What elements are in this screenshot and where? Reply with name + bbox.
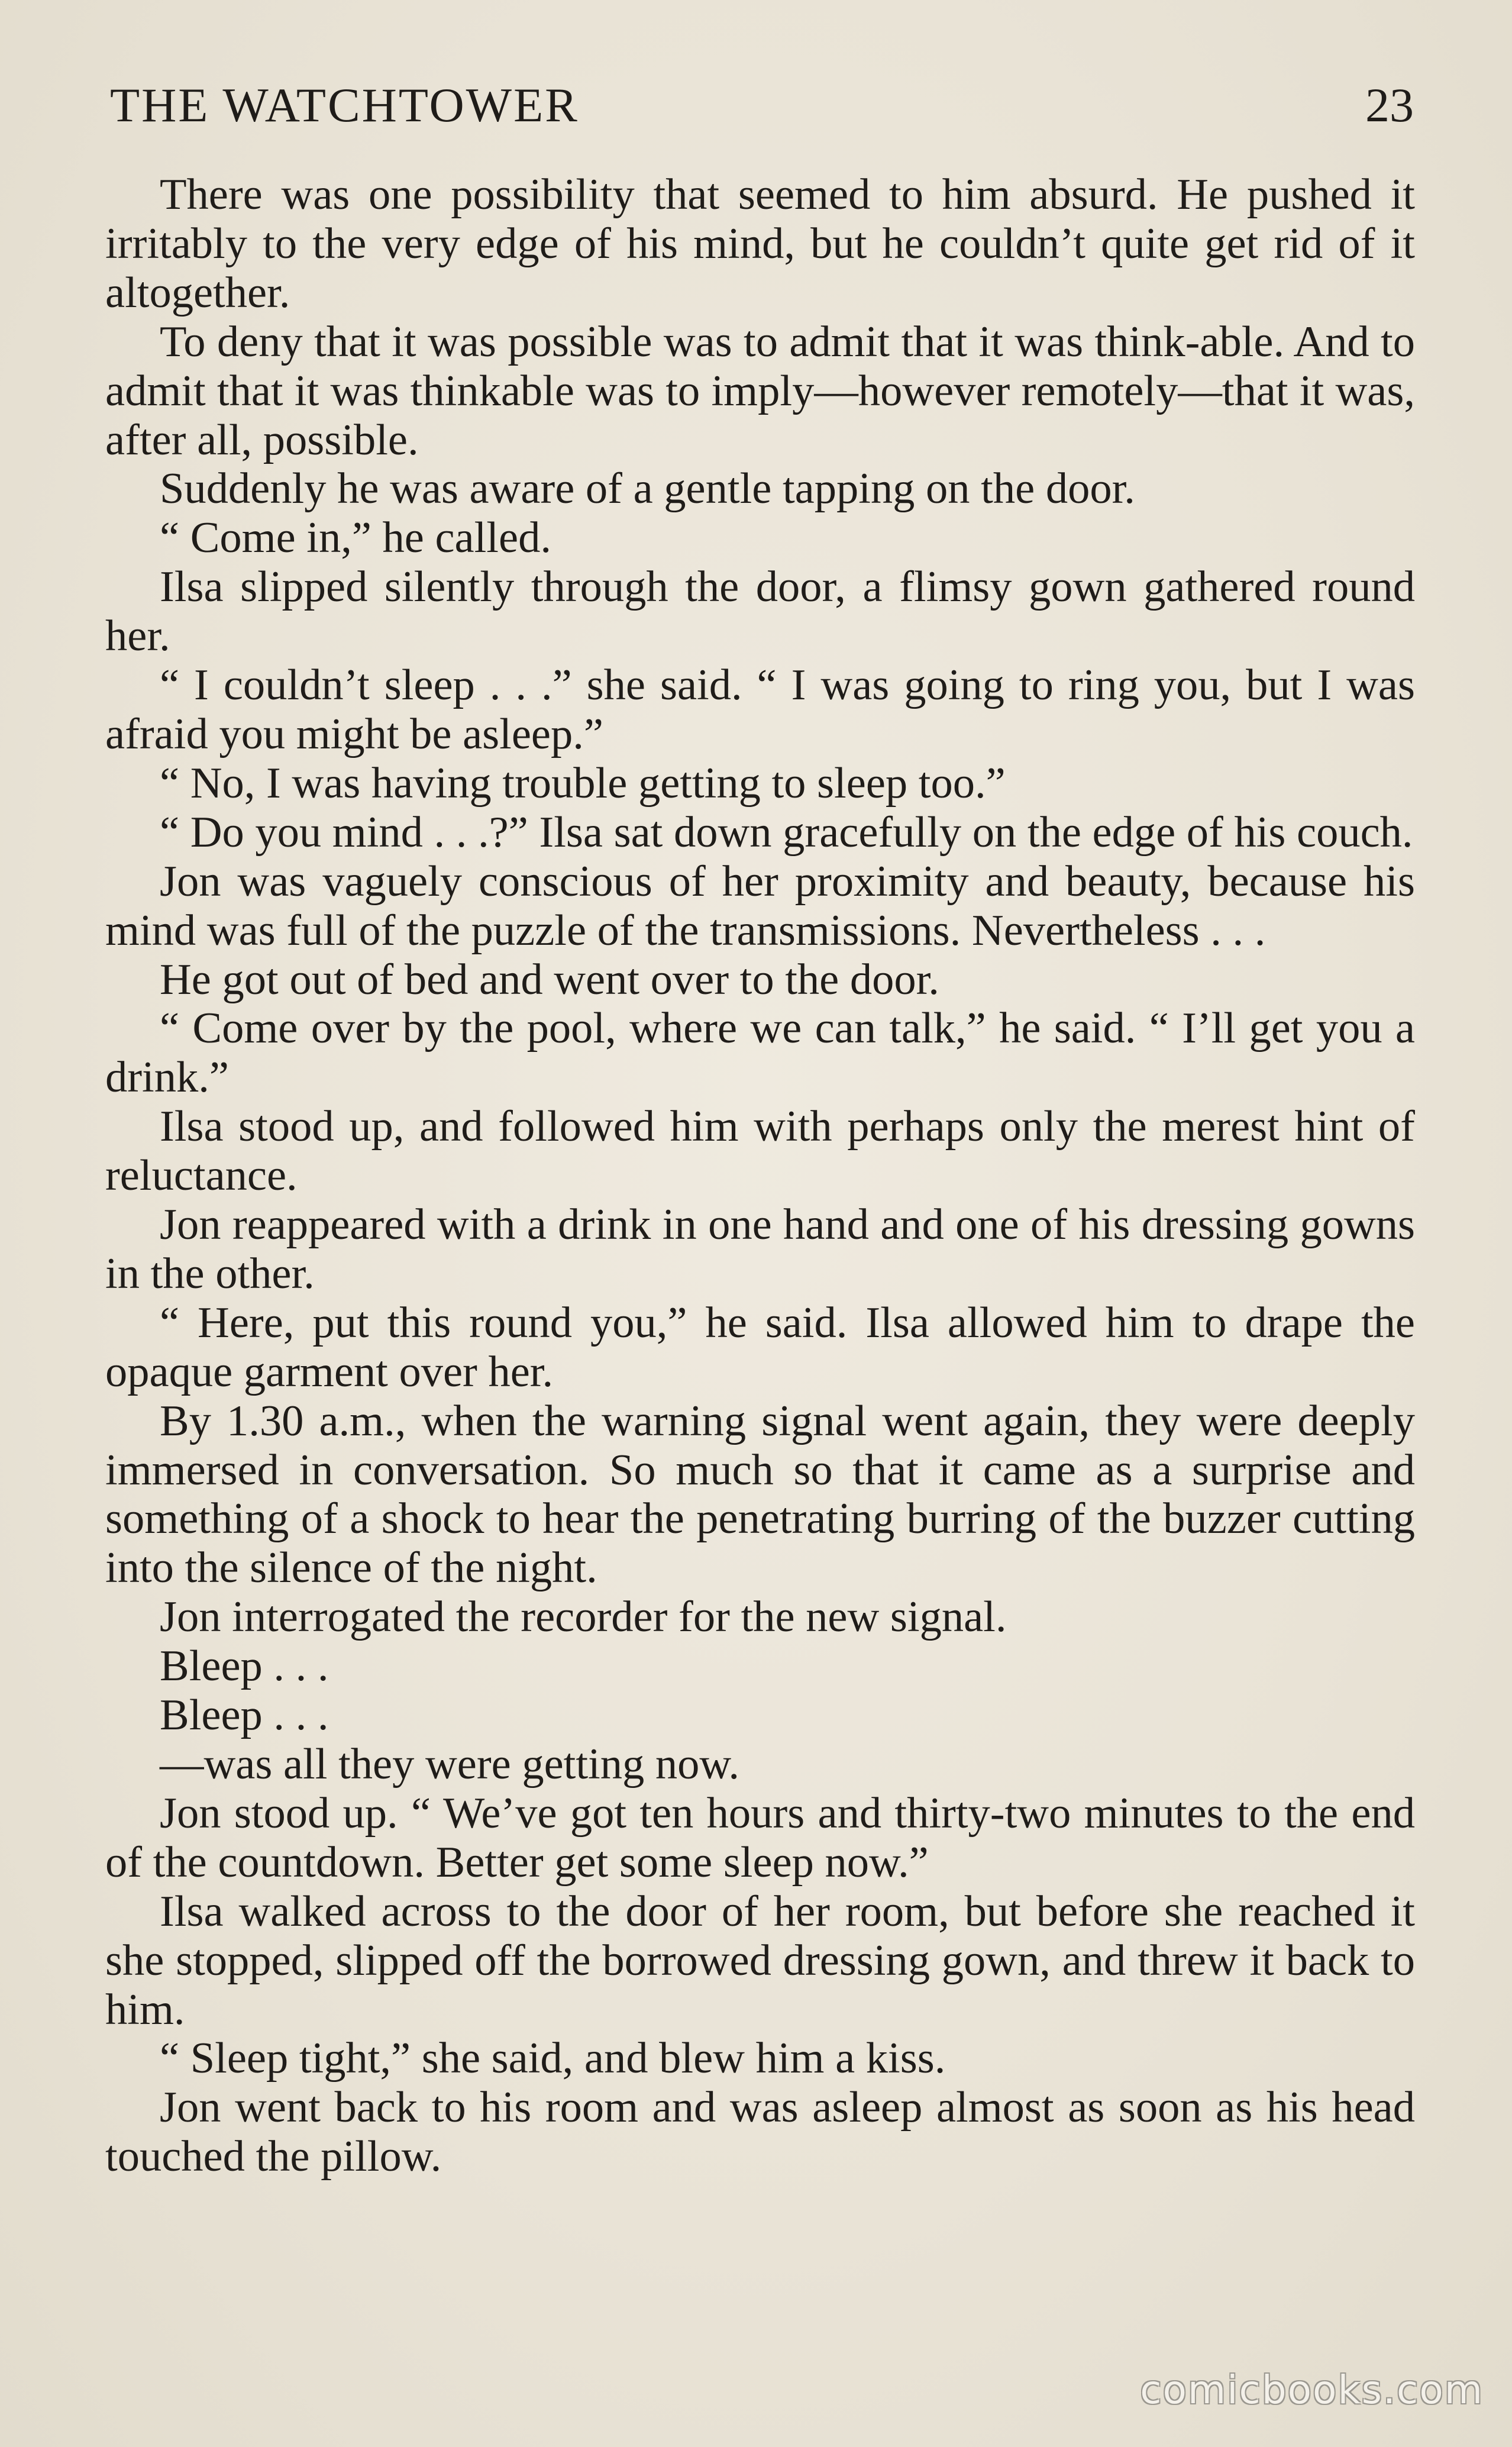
paragraph: Jon stood up. “ We’ve got ten hours and thirty-two minutes to the end of the countdown. Better get some sleep now.” [105, 1789, 1415, 1887]
paragraph: Ilsa stood up, and followed him with perhaps only the merest hint of reluctance. [105, 1102, 1415, 1200]
paragraph: Jon was vaguely conscious of her proximity and beauty, because his mind was full of the puzzle of the transmissions. Nevertheless . . . [105, 857, 1415, 955]
paragraph: “ No, I was having trouble getting to sleep too.” [160, 758, 1006, 808]
paragraph: “ Sleep tight,” she said, and blew him a kiss. [160, 2034, 946, 2083]
paragraph: Jon interrogated the recorder for the new signal. [160, 1593, 1007, 1642]
paragraph: “ Do you mind . . .?” Ilsa sat down gracefully on the edge of his couch. [160, 808, 1413, 857]
paragraph: “ Come over by the pool, where we can talk,” he said. “ I’ll get you a drink.” [105, 1004, 1415, 1102]
page-number: 23 [1365, 78, 1414, 132]
paragraph: —was all they were getting now. [160, 1740, 739, 1789]
story-text [105, 170, 1415, 2181]
page-header [110, 70, 1414, 141]
paragraph: He got out of bed and went over to the door. [160, 955, 939, 1004]
paragraph: Bleep . . . [160, 1642, 329, 1691]
paragraph: Suddenly he was aware of a gentle tapping on the door. [160, 464, 1135, 514]
paragraph: Ilsa walked across to the door of her room, but before she reached it she stopped, slipped off the borrowed dressing gown, and threw it back to him. [105, 1887, 1415, 2034]
paragraph: Jon went back to his room and was asleep almost as soon as his head touched the pillow. [105, 2083, 1415, 2181]
paragraph: Jon reappeared with a drink in one hand and one of his dressing gowns in the other. [105, 1200, 1415, 1298]
paragraph: Ilsa slipped silently through the door, a flimsy gown gathered round her. [105, 563, 1415, 661]
watermark: comicbooks.com [1140, 2367, 1484, 2413]
paragraph: There was one possibility that seemed to him absurd. He pushed it irritably to the very edge of his mind, but he couldn’t quite get rid of it altogether. [105, 170, 1415, 317]
running-head: THE WATCHTOWER [110, 78, 579, 132]
paragraph: “ Come in,” he called. [160, 514, 551, 563]
paragraph: Bleep . . . [160, 1691, 329, 1740]
paragraph: “ I couldn’t sleep . . .” she said. “ I was going to ring you, but I was afraid you might be asleep.” [105, 661, 1415, 758]
paragraph: To deny that it was possible was to admit that it was think-able. And to admit that it was thinkable was to imply—however remotely—that it was, after all, possible. [105, 317, 1415, 464]
paragraph: “ Here, put this round you,” he said. Ilsa allowed him to drape the opaque garment over her. [105, 1298, 1415, 1396]
paragraph: By 1.30 a.m., when the warning signal went again, they were deeply immersed in conversation. So much so that it came as a surprise and something of a shock to hear the penetrating burring of the buzzer cutting into the silence of the night. [105, 1396, 1415, 1593]
